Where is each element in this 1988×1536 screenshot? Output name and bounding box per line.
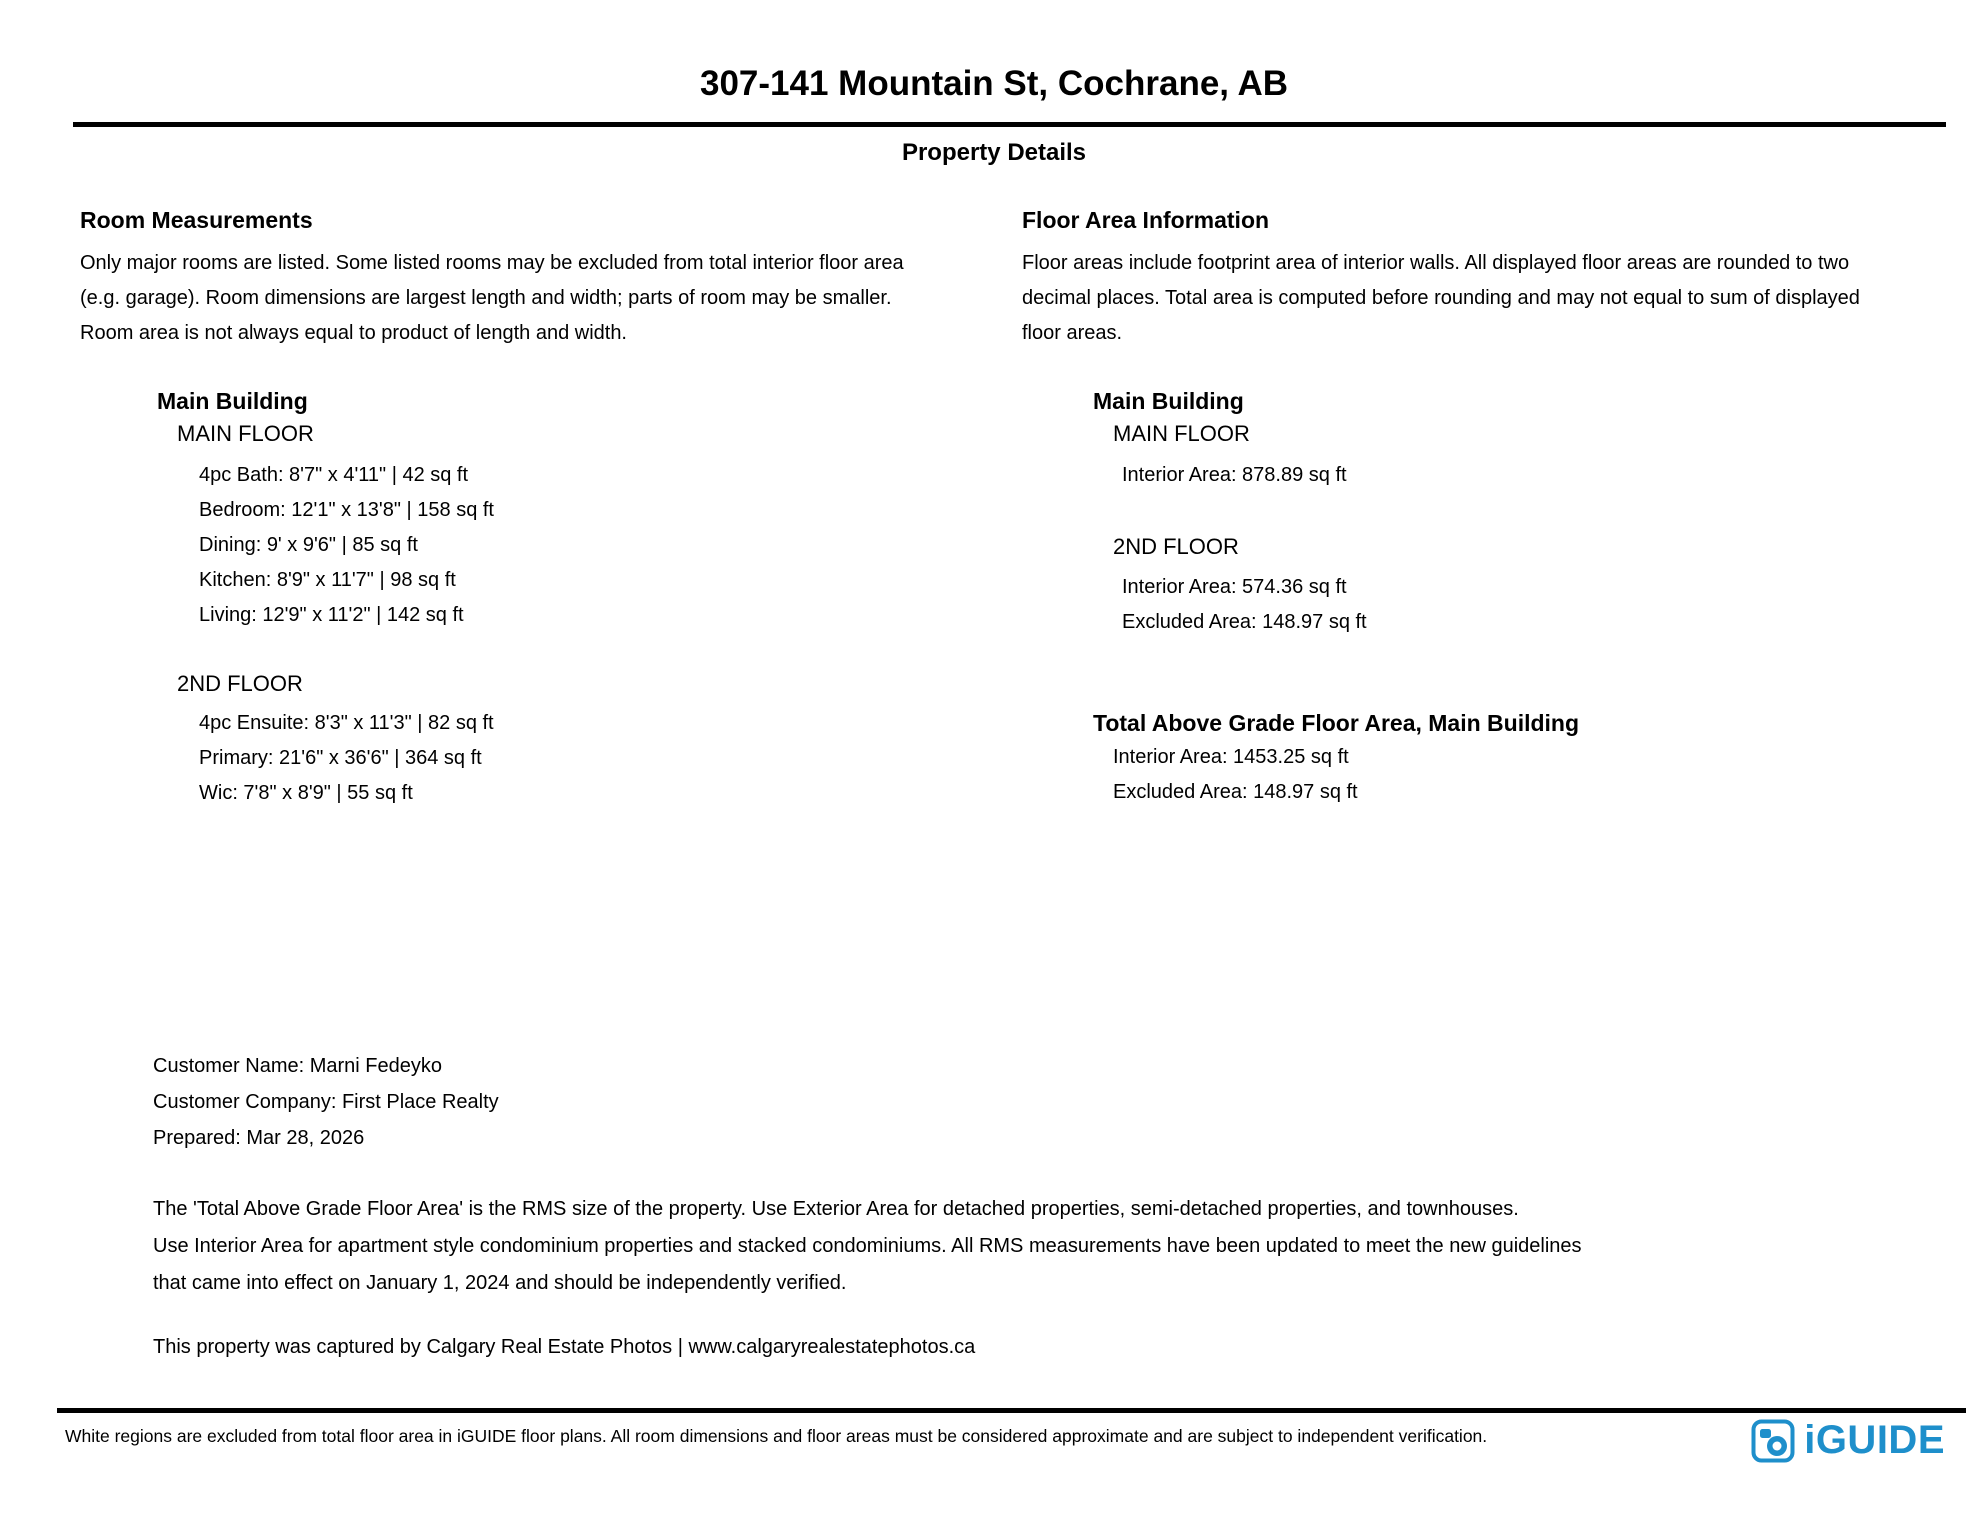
left-second-floor-label: 2ND FLOOR	[177, 671, 303, 696]
customer-company: Customer Company: First Place Realty	[153, 1091, 499, 1113]
intro-line: floor areas.	[1022, 322, 1123, 344]
left-building-heading: Main Building	[157, 388, 308, 414]
floor-area-heading: Floor Area Information	[1022, 207, 1270, 233]
footer-disclaimer: White regions are excluded from total floor area in iGUIDE floor plans. All room dimensions and floor areas must be considered approximate and are subject to independent verification.	[65, 1426, 1488, 1446]
captured-by-line: This property was captured by Calgary Real Estate Photos | www.calgaryrealestatephotos.ca	[153, 1336, 976, 1358]
floor-area-entry: Excluded Area: 148.97 sq ft	[1113, 781, 1358, 803]
room-measurements-heading: Room Measurements	[80, 207, 313, 233]
iguide-logo	[1751, 1418, 1945, 1463]
room-measurement: Kitchen: 8'9" x 11'7" | 98 sq ft	[199, 569, 456, 591]
intro-line: Room area is not always equal to product of length and width.	[80, 322, 627, 344]
right-main-floor-label: MAIN FLOOR	[1113, 421, 1250, 446]
room-measurements-intro	[80, 246, 904, 351]
total-above-grade-heading: Total Above Grade Floor Area, Main Building	[1093, 710, 1580, 736]
main-floor-area-list	[1122, 458, 1347, 493]
floor-area-entry: Excluded Area: 148.97 sq ft	[1122, 611, 1367, 633]
footer-divider	[57, 1408, 1966, 1413]
left-main-floor-label: MAIN FLOOR	[177, 421, 314, 446]
intro-line: Floor areas include footprint area of interior walls. All displayed floor areas are rounded to two	[1022, 252, 1850, 274]
customer-info	[153, 1048, 499, 1156]
rms-note-line: Use Interior Area for apartment style condominium properties and stacked condominiums. All RMS measurements have been updated to meet the new guidelines	[153, 1235, 1582, 1257]
customer-name: Customer Name: Marni Fedeyko	[153, 1055, 442, 1077]
page-title: 307-141 Mountain St, Cochrane, AB	[700, 64, 1288, 103]
room-measurement: 4pc Bath: 8'7" x 4'11" | 42 sq ft	[199, 464, 469, 486]
page-subtitle: Property Details	[901, 139, 1087, 166]
floor-area-intro	[1022, 246, 1860, 351]
rms-note-line: The 'Total Above Grade Floor Area' is the RMS size of the property. Use Exterior Area for detached properties, semi-detached properties, and townhouses.	[153, 1198, 1519, 1220]
floor-area-entry: Interior Area: 1453.25 sq ft	[1113, 746, 1349, 768]
iguide-logo-text: iGUIDE	[1804, 1418, 1945, 1462]
intro-line: decimal places. Total area is computed before rounding and may not equal to sum of displayed	[1022, 287, 1860, 309]
room-measurement: 4pc Ensuite: 8'3" x 11'3" | 82 sq ft	[199, 712, 494, 734]
second-floor-room-list	[199, 706, 494, 811]
room-measurement: Primary: 21'6" x 36'6" | 364 sq ft	[199, 747, 482, 769]
right-second-floor-label: 2ND FLOOR	[1113, 534, 1239, 559]
right-building-heading: Main Building	[1093, 388, 1244, 414]
floor-area-entry: Interior Area: 574.36 sq ft	[1122, 576, 1347, 598]
intro-line: Only major rooms are listed. Some listed rooms may be excluded from total interior floor area	[80, 252, 904, 274]
second-floor-area-list	[1122, 570, 1367, 640]
intro-line: (e.g. garage). Room dimensions are largest length and width; parts of room may be smaller.	[80, 287, 892, 309]
floor-area-entry: Interior Area: 878.89 sq ft	[1122, 464, 1347, 486]
rms-note	[153, 1191, 1582, 1302]
prepared-date: Prepared: Mar 28, 2026	[153, 1127, 365, 1149]
iguide-camera-icon	[1751, 1419, 1795, 1463]
rms-note-line: that came into effect on January 1, 2024 and should be independently verified.	[153, 1272, 847, 1294]
room-measurement: Bedroom: 12'1" x 13'8" | 158 sq ft	[199, 499, 494, 521]
room-measurement: Dining: 9' x 9'6" | 85 sq ft	[199, 534, 418, 556]
main-floor-room-list	[199, 458, 494, 633]
total-area-list	[1113, 740, 1358, 810]
room-measurement: Wic: 7'8" x 8'9" | 55 sq ft	[199, 782, 413, 804]
room-measurement: Living: 12'9" x 11'2" | 142 sq ft	[199, 604, 464, 626]
header-divider	[73, 122, 1946, 127]
